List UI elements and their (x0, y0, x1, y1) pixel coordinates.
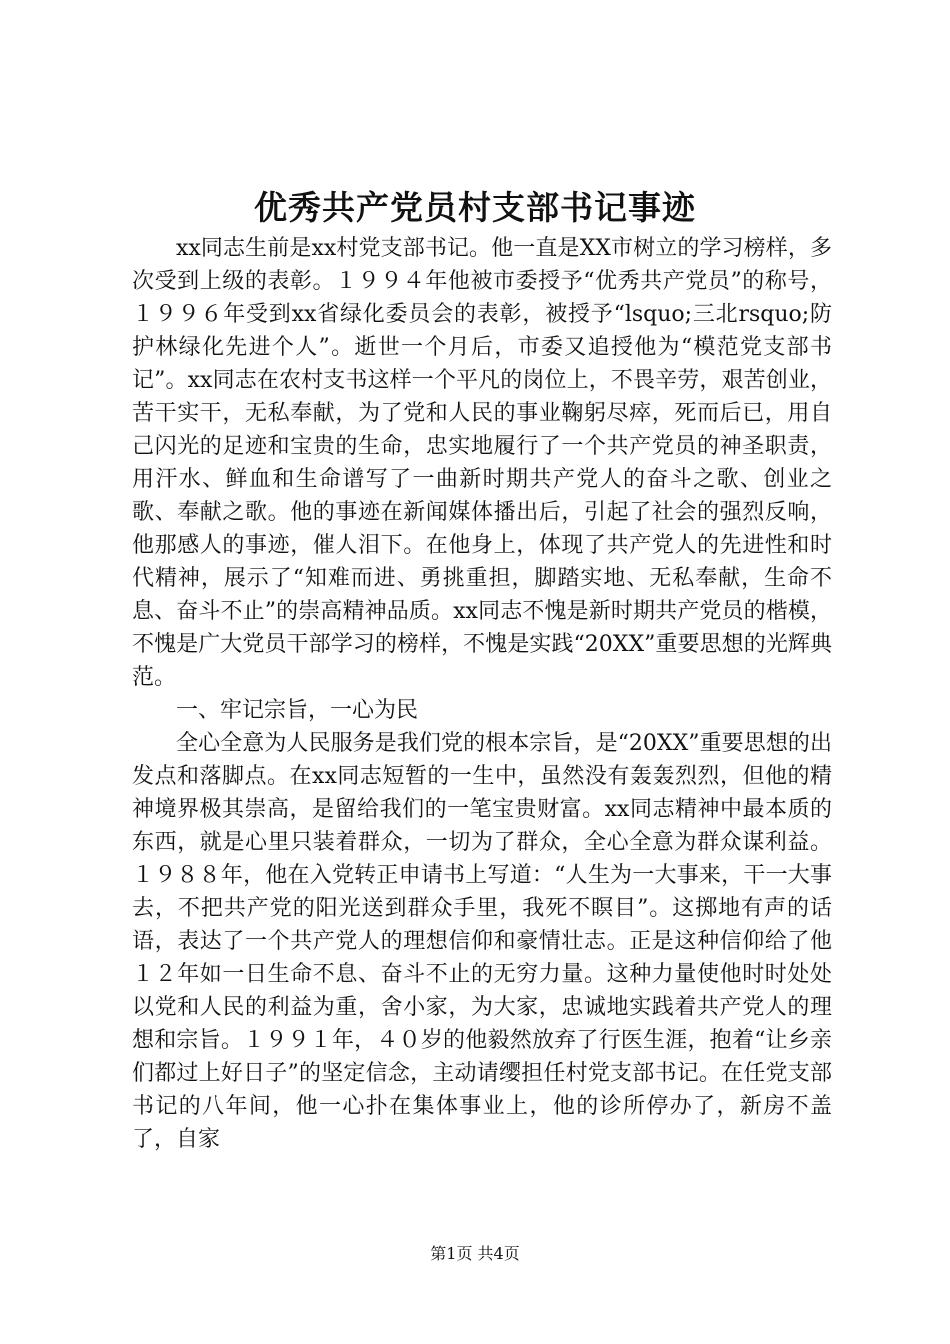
section-heading: 一、牢记宗旨，一心为民 (176, 698, 419, 723)
document-body (132, 232, 832, 1156)
document-title: 优秀共产党员村支部书记事迹 (254, 188, 696, 227)
paragraph-intro: xx同志生前是xx村党支部书记。他一直是XX市树立的学习榜样，多次受到上级的表彰。１９９４年他被市委授予“优秀共产党员”的称号，１９９６年受到xx省绿化委员会的表彰，被授予“lsquo;三北rsquo;防护林绿化先进个人”。逝世一个月后，市委又追授他为“模范党支部书记”。xx同志在农村支书这样一个平凡的岗位上，不畏辛劳，艰苦创业，苦干实干，无私奉献，为了党和人民的事业鞠躬尽瘁，死而后已，用自己闪光的足迹和宝贵的生命，忠实地履行了一个共产党员的神圣职责，用汗水、鲜血和生命谱写了一曲新时期共产党人的奋斗之歌、创业之歌、奉献之歌。他的事迹在新闻媒体播出后，引起了社会的强烈反响，他那感人的事迹，催人泪下。在他身上，体现了共产党人的先进性和时代精神，展示了“知难而进、勇挑重担，脚踏实地、无私奉献，生命不息、奋斗不止”的崇高精神品质。xx同志不愧是新时期共产党员的楷模，不愧是广大党员干部学习的榜样，不愧是实践“20XX”重要思想的光辉典范。 (132, 236, 832, 690)
paragraph-section-1: 全心全意为人民服务是我们党的根本宗旨，是“20XX”重要思想的出发点和落脚点。在xx同志短暂的一生中，虽然没有轰轰烈烈，但他的精神境界极其崇高，是留给我们的一笔宝贵财富。xx同志精神中最本质的东西，就是心里只装着群众，一切为了群众，全心全意为群众谋利益。１９８８年，他在入党转正申请书上写道：“人生为一大事来，干一大事去，不把共产党的阳光送到群众手里，我死不瞑目”。这掷地有声的话语，表达了一个共产党人的理想信仰和豪情壮志。正是这种信仰给了他１２年如一日生命不息、奋斗不止的无穷力量。这种力量使他时时处处以党和人民的利益为重，舍小家，为大家，忠诚地实践着共产党人的理想和宗旨。１９９１年，４０岁的他毅然放弃了行医生涯，抱着“让乡亲们都过上好日子”的坚定信念，主动请缨担任村党支部书记。在任党支部书记的八年间，他一心扑在集体事业上，他的诊所停办了，新房不盖了，自家 (132, 731, 832, 1152)
page-footer: 第1页 共4页 (430, 1244, 520, 1263)
